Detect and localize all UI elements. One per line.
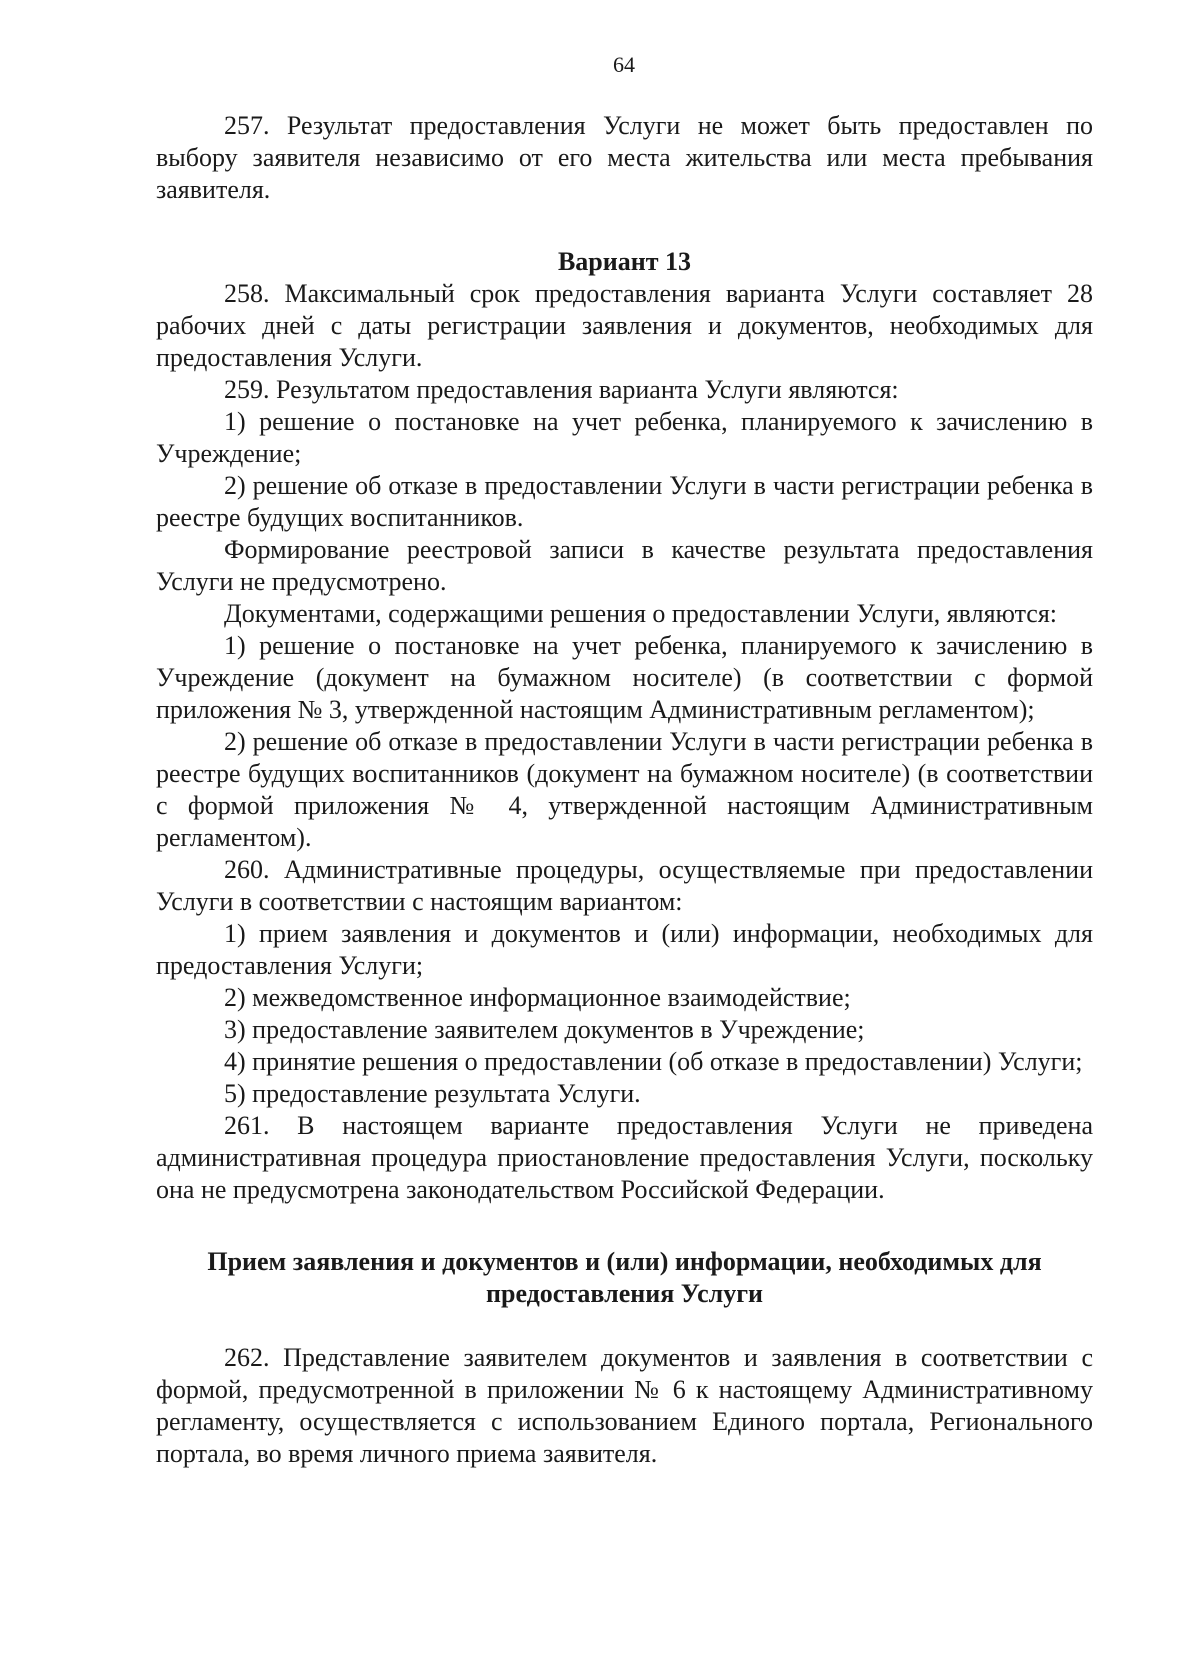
- document-body: [156, 110, 1093, 1470]
- paragraph-260-item-3: 3) предоставление заявителем документов в Учреждение;: [224, 1015, 865, 1044]
- section-heading-reception-line-1: Прием заявления и документов и (или) информации, необходимых для: [207, 1247, 1042, 1276]
- paragraph-260-item-1: 1) прием заявления и документов и (или) информации, необходимых для предоставления Услуги;: [156, 919, 1093, 980]
- section-heading-variant-13: Вариант 13: [557, 247, 692, 276]
- paragraph-documents-intro: Документами, содержащими решения о предоставлении Услуги, являются:: [224, 599, 1058, 628]
- paragraph-262: 262. Представление заявителем документов и заявления в соответствии с формой, предусмотренной в приложении № 6 к настоящему Административному регламенту, осуществляется с использованием Единого портала, Регионального портала, во время личного приема заявителя.: [156, 1343, 1093, 1468]
- paragraph-documents-item-2: 2) решение об отказе в предоставлении Услуги в части регистрации ребенка в реестре будущих воспитанников (документ на бумажном носителе) (в соответствии с формой приложения № 4, утвержденной настоящим Административным регламентом).: [156, 727, 1093, 852]
- paragraph-259-item-2: 2) решение об отказе в предоставлении Услуги в части регистрации ребенка в реестре будущих воспитанников.: [156, 471, 1093, 532]
- paragraph-documents-item-1: 1) решение о постановке на учет ребенка, планируемого к зачислению в Учреждение (документ на бумажном носителе) (в соответствии с формой приложения № 3, утвержденной настоящим Административным регламентом);: [156, 631, 1093, 724]
- paragraph-260-item-5: 5) предоставление результата Услуги.: [224, 1079, 641, 1108]
- paragraph-registry-note: Формирование реестровой записи в качестве результата предоставления Услуги не предусмотрено.: [156, 535, 1093, 596]
- paragraph-260-item-2: 2) межведомственное информационное взаимодействие;: [224, 983, 851, 1012]
- paragraph-261: 261. В настоящем варианте предоставления Услуги не приведена административная процедура приостановление предоставления Услуги, поскольку она не предусмотрена законодательством Российской Федерации.: [156, 1111, 1093, 1204]
- paragraph-258: 258. Максимальный срок предоставления варианта Услуги составляет 28 рабочих дней с даты регистрации заявления и документов, необходимых для предоставления Услуги.: [156, 279, 1093, 372]
- page-number: 64: [613, 52, 635, 77]
- paragraph-260: 260. Административные процедуры, осуществляемые при предоставлении Услуги в соответствии с настоящим вариантом:: [156, 855, 1093, 916]
- paragraph-259: 259. Результатом предоставления варианта Услуги являются:: [224, 375, 899, 404]
- paragraph-260-item-4: 4) принятие решения о предоставлении (об отказе в предоставлении) Услуги;: [224, 1047, 1083, 1076]
- paragraph-259-item-1: 1) решение о постановке на учет ребенка, планируемого к зачислению в Учреждение;: [156, 407, 1093, 468]
- section-heading-reception-line-2: предоставления Услуги: [486, 1279, 763, 1308]
- paragraph-257: 257. Результат предоставления Услуги не может быть предоставлен по выбору заявителя независимо от его места жительства или места пребывания заявителя.: [156, 111, 1093, 204]
